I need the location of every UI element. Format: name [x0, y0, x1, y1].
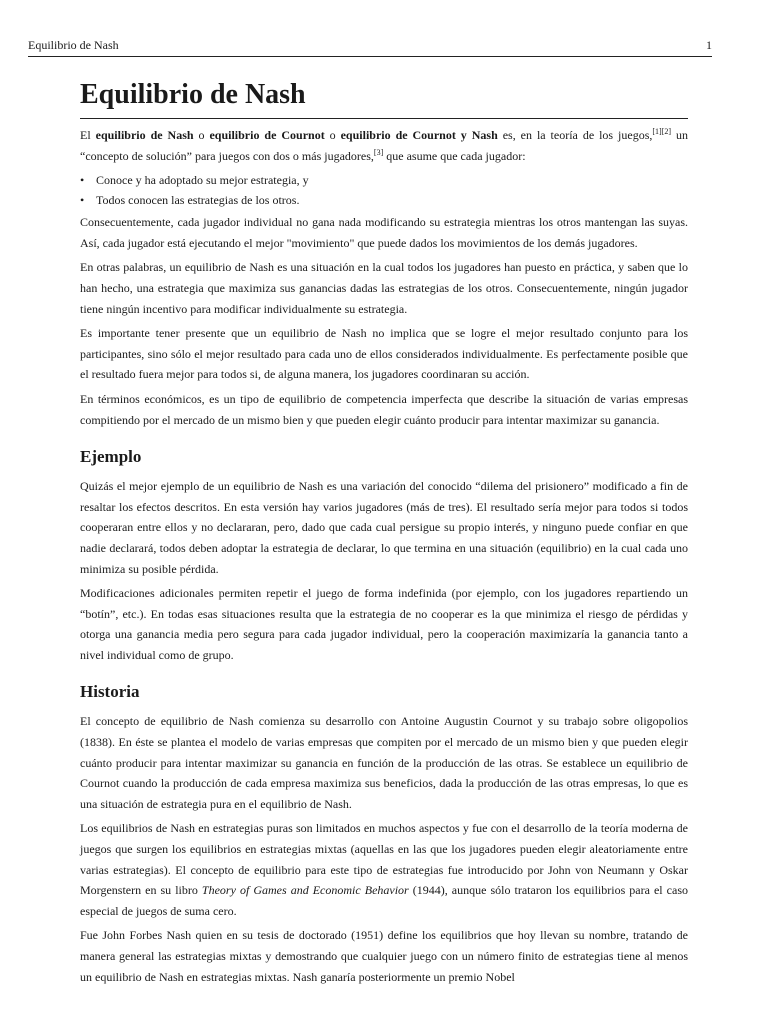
- term-cournot-equilibrium: equilibrio de Cournot: [209, 128, 325, 142]
- term-nash-equilibrium: equilibrio de Nash: [95, 128, 194, 142]
- body-paragraph: Fue John Forbes Nash quien en su tesis de doctorado (1951) define los equilibrios que hoy llevan su nombre, tratando de manera general las estrategias mixtas y demostrando que cualquier juego con un número finito de estrategias tiene al menos un equilibrio de Nash en estrategias mixtas. Nash ganaría posteriormente un premio Nobel: [80, 928, 688, 984]
- term-cournot-nash-equilibrium: equilibrio de Cournot y Nash: [340, 128, 498, 142]
- citation-ref[interactable]: [1][2]: [652, 127, 672, 136]
- body-paragraph: Modificaciones adicionales permiten repetir el juego de forma indefinida (por ejemplo, con los jugadores repartiendo un “botín”, etc.). En todas esas situaciones resulta que la estrategia de no cooperar es la que minimiza el riesgo de pérdidas y otorga una ganancia media pero segura para cada jugador individual, pero la cooperación maximizaría la ganancia tanto a nivel individual como de grupo.: [80, 586, 688, 662]
- intro-paragraph: [80, 125, 688, 166]
- running-header: [28, 38, 712, 57]
- body-paragraph: Quizás el mejor ejemplo de un equilibrio de Nash es una variación del conocido “dilema del prisionero” modificado a fin de resaltar los efectos descritos. En esta versión hay varios jugadores (más de tres). El resultado sería mejor para todos si todos cooperaran entre ellos y no declararan, pero, dado que cada cual persigue su propio interés, y ninguno puede confiar en que nadie declarará, todos deben adoptar la estrategia de declarar, lo que termina en una situación (equilibrio) en la cual cada uno minimiza su posible pérdida.: [80, 479, 688, 576]
- intro-text: que asume que cada jugador:: [383, 148, 526, 163]
- list-item: • Todos conocen las estrategias de los otros.: [96, 190, 688, 210]
- article-body: [80, 78, 688, 991]
- section-heading-historia: Historia: [80, 682, 140, 702]
- body-paragraph: Es importante tener presente que un equilibrio de Nash no implica que se logre el mejor resultado conjunto para los participantes, sino sólo el mejor resultado para cada uno de ellos considerados individualmente. Es perfectamente posible que el resultado fuera mejor para todos si, de alguna manera, los jugadores coordinaran su acción.: [80, 326, 688, 382]
- paragraph-text: Los equilibrios de Nash en estrategias puras son limitados en muchos aspectos y fue con el desarrollo de la teoría moderna de juegos que surgen los equilibrios en estrategias mixtas (aquellas en las que los jugadores pueden elegir aleatoriamente entre varias estrategias). El concepto de equilibrio para este tipo de estrategias fue introducido por John von Neumann y Oskar Morgenstern en su libro: [80, 821, 688, 898]
- book-title: Theory of Games and Economic Behavior: [201, 883, 409, 898]
- intro-text: o: [324, 128, 341, 142]
- intro-text: un “concepto de solución” para juegos con dos o más jugadores,: [80, 128, 688, 163]
- section-heading-ejemplo: Ejemplo: [80, 447, 142, 467]
- body-paragraph: Consecuentemente, cada jugador individual no gana nada modificando su estrategia mientras los otros mantengan las suyas. Así, cada jugador está ejecutando el mejor "movimiento" que puede dados los movimientos de los demás jugadores.: [80, 215, 688, 250]
- intro-text: es, en la teoría de los juegos,: [497, 128, 653, 142]
- running-title: Equilibrio de Nash: [28, 38, 119, 52]
- body-paragraph: En otras palabras, un equilibrio de Nash es una situación en la cual todos los jugadores han puesto en práctica, y saben que lo han hecho, una estrategia que maximiza sus ganancias dadas las estrategias de los otros. Consecuentemente, ningún jugador tiene ningún incentivo para modificar individualmente su estrategia.: [80, 260, 688, 316]
- body-paragraph: El concepto de equilibrio de Nash comienza su desarrollo con Antoine Augustin Cournot y su trabajo sobre oligopolios (1838). En éste se plantea el modelo de varias empresas que compiten por el mercado de un mismo bien y que pueden elegir cuánto producir para intentar maximizar su ganancia en función de la producción de las otras. Se establece un equilibrio de Cournot cuando la producción de cada empresa maximiza sus beneficios, dada la producción de las otras empresas, lo que es una situación de estrategia pura en el equilibrio de Nash.: [80, 714, 688, 811]
- citation-ref[interactable]: [3]: [373, 147, 384, 157]
- intro-text: o: [193, 128, 210, 142]
- list-item: • Conoce y ha adoptado su mejor estrategia, y: [96, 170, 688, 190]
- intro-text: El: [80, 128, 96, 142]
- article-title: Equilibrio de Nash: [80, 78, 688, 119]
- paragraph-text: (1944), aunque sólo trataron los equilibrios para el caso especial de juegos de suma cero.: [80, 883, 688, 918]
- assumption-list: [80, 170, 688, 210]
- body-paragraph: En términos económicos, es un tipo de equilibrio de competencia imperfecta que describe la situación de varias empresas compitiendo por el mercado de un mismo bien y que pueden elegir cuánto producir para intentar maximizar su ganancia.: [80, 391, 688, 427]
- page-number: 1: [706, 38, 712, 52]
- body-paragraph: [80, 818, 688, 921]
